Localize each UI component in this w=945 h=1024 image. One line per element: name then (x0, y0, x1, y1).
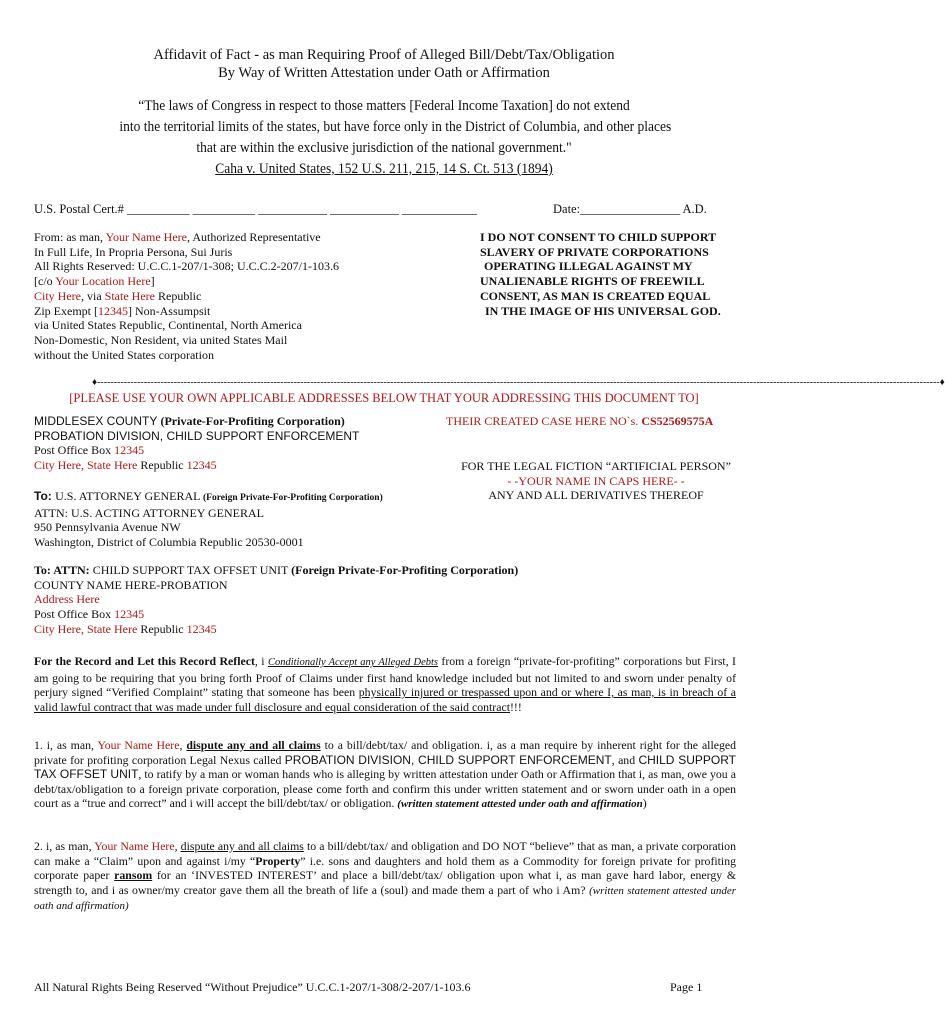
recipient-offset-unit (34, 563, 518, 637)
county-tag: (Private-For-Profiting Corporation) (160, 414, 345, 428)
from-line-2: In Full Life, In Propria Persona, Sui Juris (34, 244, 233, 259)
quote-line-3: that are within the exclusive jurisdiction of the national government." (196, 140, 572, 156)
co-suffix: ] (150, 274, 155, 289)
p1-body-1: to a bill/debt/tax/ and obligation. i, as a man require by inherent right for the alleged private for profiting corporation Legal Nexus called (34, 738, 736, 767)
from-line-8: Non-Domestic, Non Resident, via united States Mail (34, 332, 288, 347)
case-number (446, 414, 713, 429)
record-paragraph (34, 654, 736, 714)
offset-republic: Republic (137, 621, 187, 636)
address-notice: [PLEASE USE YOUR OWN APPLICABLE ADDRESSES BELOW THAT YOUR ADDRESSING THIS DOCUMENT TO] (69, 391, 699, 405)
county-republic: Republic (137, 458, 187, 473)
sender-name: Your Name Here (105, 230, 187, 244)
dashed-divider: ♦-------------------------------------------------------------------------------------------------------------------------------------------------------------------------------------------------------------------------------------------------------------♦ (92, 377, 945, 388)
quote-line-2: into the territorial limits of the states, but have force only in the District of Columbia, and other places (119, 119, 672, 135)
footer-rights: All Natural Rights Being Reserved “Without Prejudice” U.C.C.1-207/1-308/2-207/1-103.6 (34, 980, 471, 994)
date-label: Date:________________ A.D. (553, 202, 707, 216)
to-attn-label: To: ATTN: (34, 563, 93, 577)
p2-written-statement: (written statement attested under oath and affirmation) (34, 884, 737, 912)
offset-box-number: 12345 (114, 607, 145, 622)
legal-fiction: FOR THE LEGAL FICTION “ARTIFICIAL PERSON” (461, 459, 731, 473)
offset-county: COUNTY NAME HERE-PROBATION (34, 577, 228, 592)
zip-prefix: Zip Exempt [ (34, 303, 98, 318)
from-role: , Authorized Representative (187, 230, 321, 244)
record-lead-tail: , i (254, 654, 268, 668)
sender-city: City Here (34, 288, 81, 303)
county-box-label: Post Office Box (34, 443, 115, 458)
p1-org-offset: CHILD SUPPORT TAX OFFSET UNIT (34, 752, 736, 781)
postal-cert-line (34, 202, 477, 217)
offset-address: Address Here (34, 592, 100, 607)
p2-body-2: ” i.e. sons and daughters and hold them as a Commodity for foreign private for profiting corporate paper (34, 853, 737, 882)
p1-close: ) (642, 796, 647, 810)
title-line-2: By Way of Written Attestation under Oath or Affirmation (218, 65, 550, 81)
ag-attn: ATTN: U.S. ACTING ATTORNEY GENERAL (34, 505, 264, 520)
legal-fiction-block (426, 459, 766, 503)
record-exclaim: !!! (509, 699, 522, 714)
derivatives: ANY AND ALL DERIVATIVES THEREOF (488, 488, 704, 503)
offset-unit-name: CHILD SUPPORT TAX OFFSET UNIT (92, 563, 292, 577)
date-line (553, 202, 707, 217)
consent-line-5: CONSENT, AS MAN IS CREATED EQUAL (480, 288, 711, 303)
offset-comma: , (81, 621, 87, 636)
co-prefix: [c/o (34, 274, 56, 289)
caha-quote (119, 96, 672, 180)
sender-location: Your Location Here (55, 274, 151, 289)
from-block (34, 230, 339, 362)
p1-dispute: dispute any and all claims (186, 738, 321, 752)
county-comma: , (81, 458, 87, 473)
recipient-attorney-general (34, 489, 383, 550)
conditional-accept: Conditionally Accept any Alleged Debts (267, 657, 438, 668)
ag-tag: (Foreign Private-For-Profiting Corporation) (203, 493, 383, 503)
consent-line-2: SLAVERY OF PRIVATE CORPORATIONS (480, 244, 709, 259)
record-lead: For the Record and Let this Record Reflect (34, 654, 255, 668)
consent-line-1: I DO NOT CONSENT TO CHILD SUPPORT (480, 230, 717, 244)
offset-zip: 12345 (186, 621, 217, 636)
sender-zip: 12345 (97, 303, 128, 318)
p2-property: Property (255, 853, 301, 868)
paragraph-2 (34, 839, 736, 914)
from-prefix: From: as man, (34, 230, 106, 244)
county-box-number: 12345 (114, 443, 145, 458)
case-id: CS52569575A (641, 414, 714, 428)
p2-body-1: to a bill/debt/tax/ and obligation and DO NOT “believe” that as man, a private corporation can make a “Claim” upon and against i/my “ (34, 839, 736, 868)
p1-name: Your Name Here (97, 738, 180, 752)
paragraph-1 (34, 738, 736, 812)
p2-body-3: for an ‘INVESTED INTEREST’ and place a bill/debt/tax/ obligation upon what i, as man gave hard labor, energy & strength to, and i as owner/my creator gave them all the breath of life a (soul) and made them a part of who i Am? (34, 868, 736, 897)
zip-suffix: ] Non-Assumpsit (127, 303, 211, 318)
offset-unit-tag: (Foreign Private-For-Profiting Corporation) (291, 563, 519, 577)
p2-prefix: 2. i, as man, (34, 839, 95, 853)
county-name: MIDDLESEX COUNTY (34, 414, 161, 428)
consent-line-3: OPERATING ILLEGAL AGAINST MY (484, 259, 693, 274)
county-state: State Here (87, 458, 138, 473)
case-label: THEIR CREATED CASE HERE NO`s. (446, 414, 642, 428)
postal-cert-label: U.S. Postal Cert.# __________ __________ ___________ ___________ ____________ (34, 202, 478, 216)
injury-clause: physically injured or trespassed upon and or where I, as man, is in breach of a valid lawful contract that was made under full disclosure and equal consideration of the said contract (34, 685, 736, 714)
from-line-9: without the United States corporation (34, 347, 214, 362)
from-line-7: via United States Republic, Continental, North America (34, 318, 302, 333)
ag-city: Washington, District of Columbia Republic 20530-0001 (34, 535, 304, 550)
p1-prefix: 1. i, as man, (34, 738, 98, 752)
p2-comma: , (174, 839, 181, 853)
p1-org-probation: PROBATION DIVISION, CHILD SUPPORT ENFORCEMENT (284, 752, 612, 767)
p1-and: , and (611, 752, 639, 767)
p2-ransom: ransom (114, 868, 153, 882)
republic-text: Republic (154, 288, 202, 303)
p1-body-2: , to ratify by a man or woman hands who is alleging by written attestation under Oath or Affirmation that i, as man, owe you a debt/tax/obligation to a foreign private corporation, please come forth and confirm this under written statement and or sworn under oath in a open court as a “true and correct” and i will accept the bill/debt/tax/ or obligation. (34, 767, 736, 810)
offset-box-label: Post Office Box (34, 607, 115, 622)
via-text: , via (81, 288, 105, 303)
sender-state: State Here (104, 288, 155, 303)
offset-state: State Here (87, 621, 138, 636)
county-division: PROBATION DIVISION, CHILD SUPPORT ENFORCEMENT (34, 428, 360, 443)
ag-street: 950 Pennsylvania Avenue NW (34, 520, 181, 535)
document-title (0, 46, 768, 82)
p2-name: Your Name Here (94, 839, 175, 853)
quote-line-1: “The laws of Congress in respect to those matters [Federal Income Taxation] do not extend (138, 98, 630, 114)
offset-city: City Here (34, 621, 81, 636)
county-city: City Here (34, 458, 81, 473)
consent-block (480, 230, 740, 318)
recipient-county (34, 414, 359, 473)
county-zip: 12345 (186, 458, 217, 473)
p2-dispute: dispute any and all claims (180, 839, 304, 853)
p1-written-statement: (written statement attested under oath and affirmation (397, 798, 643, 810)
from-line-3: All Rights Reserved: U.C.C.1-207/1-308; U.C.C.2-207/1-103.6 (34, 259, 339, 274)
consent-line-4: UNALIENABLE RIGHTS OF FREEWILL (480, 274, 705, 289)
page-number: Page 1 (670, 980, 703, 994)
title-line-1: Affidavit of Fact - as man Requiring Proof of Alleged Bill/Debt/Tax/Obligation (153, 47, 615, 63)
ag-name: U.S. ATTORNEY GENERAL (55, 489, 203, 503)
quote-citation: Caha v. United States, 152 U.S. 211, 215, 14 S. Ct. 513 (1894) (215, 161, 553, 177)
to-label: To: (34, 489, 56, 503)
consent-line-6: IN THE IMAGE OF HIS UNIVERSAL GOD. (485, 303, 721, 318)
record-body: from a foreign “private-for-profiting” corporations but First, I am going to be requiring that you bring forth Proof of Claims under first hand knowledge included but not limited to and sworn under penalty of perjury signed “Verified Complaint” stating that someone has been (34, 654, 736, 699)
p1-comma: , (179, 738, 187, 752)
caps-name: - -YOUR NAME IN CAPS HERE- - (507, 473, 685, 488)
